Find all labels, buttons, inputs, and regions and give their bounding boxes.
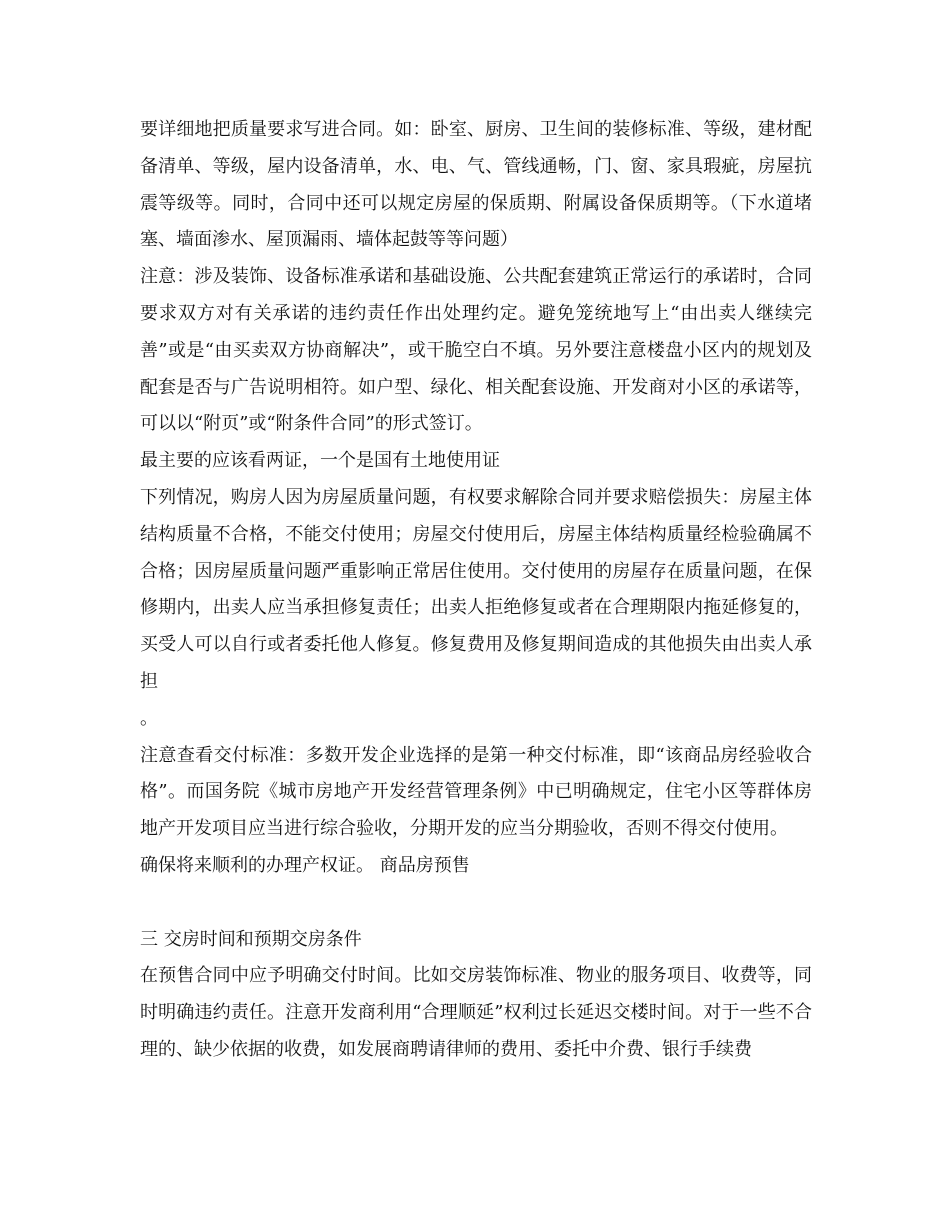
section-heading-delivery-time: 三 交房时间和预期交房条件	[140, 928, 362, 950]
paragraph-period: 。	[140, 707, 158, 729]
paragraph-delivery-time: 在预售合同中应予明确交付时间。比如交房装饰标准、物业的服务项目、收费等，同时明确违约责任。注意开发商利用“合理顺延”权利过长延迟交楼时间。对于一些不合理的、缺少依据的收费，如发展商聘请律师的费用、委托中介费、银行手续费	[140, 965, 812, 1060]
paragraph-delivery-standard: 注意查看交付标准：多数开发企业选择的是第一种交付标准，即“该商品房经验收合格”。而国务院《城市房地产开发经营管理条例》中已明确规定，住宅小区等群体房地产开发项目应当进行综合验收，分期开发的应当分期验收，否则不得交付使用。	[140, 744, 812, 840]
document-body	[140, 112, 812, 1069]
paragraph-property-certificate: 确保将来顺利的办理产权证。 商品房预售	[140, 854, 470, 876]
paragraph-quality-requirements: 要详细地把质量要求写进合同。如：卧室、厨房、卫生间的装修标准、等级，建材配备清单、等级，屋内设备清单，水、电、气、管线通畅，门、窗、家具瑕疵，房屋抗震等级等。同时，合同中还可以规定房屋的保质期、附属设备保质期等。（下水道堵塞、墙面渗水、屋顶漏雨、墙体起鼓等等问题）	[140, 119, 812, 251]
paragraph-two-certificates: 最主要的应该看两证，一个是国有土地使用证	[140, 450, 500, 472]
paragraph-quality-issues: 下列情况，购房人因为房屋质量问题，有权要求解除合同并要求赔偿损失：房屋主体结构质量不合格，不能交付使用；房屋交付使用后，房屋主体结构质量经检验确属不合格；因房屋质量问题严重影响正常居住使用。交付使用的房屋存在质量问题，在保修期内，出卖人应当承担修复责任；出卖人拒绝修复或者在合理期限内拖延修复的，买受人可以自行或者委托他人修复。修复费用及修复期间造成的其他损失由出卖人承担	[140, 486, 812, 692]
paragraph-note-commitments: 注意：涉及装饰、设备标准承诺和基础设施、公共配套建筑正常运行的承诺时，合同要求双方对有关承诺的违约责任作出处理约定。避免笼统地写上“由出卖人继续完善”或是“由买卖双方协商解决”，或干脆空白不填。另外要注意楼盘小区内的规划及配套是否与广告说明相符。如户型、绿化、相关配套设施、开发商对小区的承诺等，可以以“附页”或“附条件合同”的形式签订。	[140, 266, 812, 435]
paragraph-blank	[140, 885, 812, 922]
